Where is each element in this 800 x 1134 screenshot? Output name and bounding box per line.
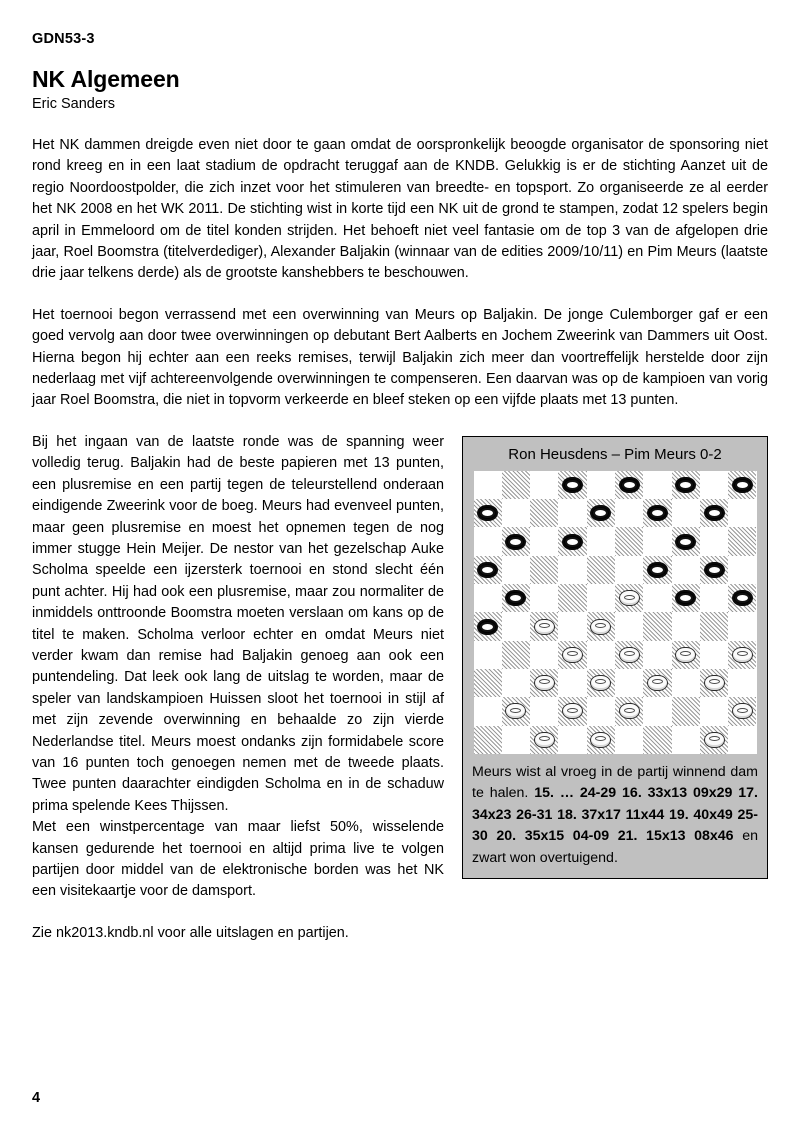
- board-square-dark: [558, 641, 586, 669]
- board-square-dark: [700, 556, 728, 584]
- board-square-light: [530, 471, 558, 499]
- page-content: [32, 30, 768, 944]
- board-square-dark: [672, 697, 700, 725]
- black-piece: [675, 590, 696, 606]
- board-square-dark: [728, 527, 756, 555]
- board-square-dark: [615, 471, 643, 499]
- black-piece: [477, 505, 498, 521]
- board-square-dark: [530, 499, 558, 527]
- board-square-dark: [587, 726, 615, 754]
- white-piece: [732, 647, 753, 663]
- page-number: 4: [32, 1090, 41, 1106]
- board-square-light: [615, 556, 643, 584]
- black-piece: [505, 590, 526, 606]
- black-piece: [590, 505, 611, 521]
- paragraph-1: Het NK dammen dreigde even niet door te gaan omdat de oorspronkelijk beoogde organisator de sponsoring niet rond kreeg en in een laat stadium de opdracht teruggaf aan de KNDB. Gelukkig is er de stichting Aanzet uit de regio Noordoostpolder, die zich inzet voor het stimuleren van breedte- en topsport. Zo organiseerde ze al eerder het NK 2008 en het WK 2011. De stichting wist in korte tijd een NK uit de grond te stampen, zodat 12 spelers begin april in Emmeloord om de titel konden strijden. Het behoeft niet veel fantasie om de top 3 van de afgelopen drie jaar, Roel Boomstra (titelverdediger), Alexander Baljakin (winnaar van de edities 2009/10/11) en Pim Meurs (laatste drie jaar telkens derde) als de grootste kanshebbers te beschouwen.: [32, 137, 768, 282]
- article-author: Eric Sanders: [32, 96, 116, 112]
- diagram-move-notation: 15. … 24-29 16. 33x13 09x29 17. 34x23 26-31 18. 37x17 11x44 19. 40x49 25-30 20. 35x15 04-09 21. 15x13 08x46: [472, 785, 758, 845]
- diagram-note-outro: en zwart won overtuigend.: [472, 828, 758, 866]
- board-square-dark: [700, 669, 728, 697]
- board-square-light: [530, 527, 558, 555]
- white-piece: [534, 619, 555, 635]
- board-square-dark: [558, 697, 586, 725]
- board-square-light: [672, 726, 700, 754]
- board-square-light: [558, 669, 586, 697]
- black-piece: [477, 619, 498, 635]
- board-square-light: [474, 697, 502, 725]
- board-square-light: [615, 726, 643, 754]
- board-square-dark: [728, 697, 756, 725]
- black-piece: [562, 477, 583, 493]
- board-square-light: [587, 697, 615, 725]
- board-square-dark: [530, 726, 558, 754]
- paragraph-4: Met een winstpercentage van maar liefst 50%, wisselende kansen gedurende het toernooi en altijd prima live te volgen partijen door middel van de elektronische borden was het NK een visitekaartje voor de damsport.: [32, 819, 444, 900]
- board-square-light: [502, 669, 530, 697]
- black-piece: [704, 562, 725, 578]
- black-piece: [562, 534, 583, 550]
- board-square-dark: [530, 669, 558, 697]
- board-square-dark: [502, 471, 530, 499]
- board-square-light: [558, 499, 586, 527]
- board-square-dark: [615, 527, 643, 555]
- board-square-light: [474, 471, 502, 499]
- board-square-dark: [558, 471, 586, 499]
- board-square-light: [502, 499, 530, 527]
- black-piece: [732, 477, 753, 493]
- board-square-light: [587, 471, 615, 499]
- board-square-light: [587, 584, 615, 612]
- board-square-light: [700, 527, 728, 555]
- board-square-light: [615, 612, 643, 640]
- board-square-light: [643, 641, 671, 669]
- white-piece: [562, 647, 583, 663]
- board-square-light: [558, 556, 586, 584]
- board-square-dark: [474, 669, 502, 697]
- diagram-note: [463, 760, 767, 879]
- board-square-light: [558, 612, 586, 640]
- black-piece: [647, 562, 668, 578]
- board-square-light: [502, 556, 530, 584]
- board-square-light: [672, 499, 700, 527]
- board-square-dark: [502, 641, 530, 669]
- board-square-light: [672, 612, 700, 640]
- white-piece: [619, 590, 640, 606]
- board-square-light: [474, 584, 502, 612]
- board-square-dark: [643, 726, 671, 754]
- white-piece: [534, 732, 555, 748]
- page-title: NK Algemeen: [32, 66, 180, 92]
- board-square-dark: [672, 471, 700, 499]
- board-square-light: [587, 527, 615, 555]
- board-square-dark: [672, 584, 700, 612]
- black-piece: [619, 477, 640, 493]
- board-square-dark: [474, 499, 502, 527]
- board-square-light: [728, 669, 756, 697]
- board-square-dark: [672, 641, 700, 669]
- board-square-light: [643, 697, 671, 725]
- board-square-light: [474, 527, 502, 555]
- white-piece: [619, 647, 640, 663]
- board-square-dark: [502, 697, 530, 725]
- board-square-dark: [474, 556, 502, 584]
- board-square-light: [643, 527, 671, 555]
- white-piece: [675, 647, 696, 663]
- board-square-light: [530, 584, 558, 612]
- issue-code: GDN53-3: [32, 31, 95, 47]
- draughts-board: [474, 471, 757, 754]
- board-square-light: [700, 584, 728, 612]
- board-square-light: [700, 471, 728, 499]
- board-square-dark: [587, 499, 615, 527]
- board-square-dark: [587, 612, 615, 640]
- board-square-dark: [558, 584, 586, 612]
- white-piece: [505, 703, 526, 719]
- paragraph-3: Bij het ingaan van de laatste ronde was de spanning weer volledig terug. Baljakin had de beste papieren met 13 punten, een plusremise en een partij tegen de teleurstellend onderaan eindigende Zweerink voor de boeg. Meurs had evenveel punten, maar geen plusremise en moest het opnemen tegen de nog immer stugge Hein Meijer. De nestor van het gezelschap Auke Scholma speelde een ijzersterk toernooi en stond slecht één punt achter. Hij had ook een plusremise, maar zou normaliter de inmiddels onttroonde Boomstra moeten verslaan om kans op de titel te maken. Scholma verloor echter en omdat Meurs niet verder kwam dan remise had Baljakin genoeg aan ook een puntendeling. Dat leek ook lang de uitslag te worden, maar de speler van landskampioen Huissen sloot het toernooi in stijl af met zijn zevende overwinning en behaalde zo zijn vierde Nederlandse titel. Meurs moest ondanks zijn formidabele score van 16 punten toch genoegen nemen met de tweede plaats. Twee punten daarachter eindigden Scholma en in de schaduw prima spelende Kees Thijssen.: [32, 433, 444, 814]
- board-square-dark: [700, 499, 728, 527]
- board-square-light: [672, 669, 700, 697]
- board-square-dark: [558, 527, 586, 555]
- board-container: [463, 471, 767, 760]
- white-piece: [704, 732, 725, 748]
- board-square-dark: [474, 612, 502, 640]
- board-square-light: [728, 612, 756, 640]
- paragraph-5: Zie nk2013.kndb.nl voor alle uitslagen en partijen.: [32, 924, 349, 941]
- board-square-light: [502, 726, 530, 754]
- board-square-light: [728, 556, 756, 584]
- board-square-light: [587, 641, 615, 669]
- board-square-dark: [530, 612, 558, 640]
- white-piece: [534, 675, 555, 691]
- board-square-light: [530, 641, 558, 669]
- board-square-dark: [615, 641, 643, 669]
- board-square-dark: [502, 584, 530, 612]
- black-piece: [704, 505, 725, 521]
- board-square-dark: [587, 556, 615, 584]
- board-square-light: [502, 612, 530, 640]
- black-piece: [477, 562, 498, 578]
- board-square-dark: [474, 726, 502, 754]
- board-square-dark: [728, 641, 756, 669]
- white-piece: [590, 675, 611, 691]
- board-square-dark: [728, 584, 756, 612]
- board-square-light: [700, 697, 728, 725]
- diagram-caption: Ron Heusdens – Pim Meurs 0-2: [508, 445, 722, 463]
- board-square-light: [530, 697, 558, 725]
- board-square-light: [643, 584, 671, 612]
- board-square-dark: [643, 612, 671, 640]
- white-piece: [704, 675, 725, 691]
- board-square-dark: [643, 499, 671, 527]
- black-piece: [675, 534, 696, 550]
- board-square-light: [643, 471, 671, 499]
- board-square-dark: [587, 669, 615, 697]
- board-square-dark: [700, 612, 728, 640]
- board-square-dark: [530, 556, 558, 584]
- white-piece: [590, 619, 611, 635]
- board-square-light: [474, 641, 502, 669]
- board-square-dark: [615, 697, 643, 725]
- white-piece: [647, 675, 668, 691]
- board-square-dark: [502, 527, 530, 555]
- white-piece: [732, 703, 753, 719]
- diagram-note-intro: Meurs wist al vroeg in de partij winnend dam te halen.: [472, 763, 758, 802]
- black-piece: [647, 505, 668, 521]
- board-square-dark: [615, 584, 643, 612]
- board-square-light: [672, 556, 700, 584]
- board-square-dark: [728, 471, 756, 499]
- board-square-light: [558, 726, 586, 754]
- paragraph-2: Het toernooi begon verrassend met een overwinning van Meurs op Baljakin. De jonge Culemborger gaf er een goed vervolg aan door twee overwinningen op debutant Bert Aalberts en Jochem Zweerink van Dammers uit Oost. Hierna begon hij echter aan een reeks remises, terwijl Baljakin zich meer dan voortreffelijk herstelde door zijn nederlaag met vijf achtereenvolgende overwinningen te compenseren. Een daarvan was op de kampioen van vorig jaar Roel Boomstra, die niet in topvorm verkeerde en bleef steken op een vijfde plaats met 13 punten.: [32, 306, 768, 409]
- black-piece: [732, 590, 753, 606]
- diagram-panel: [462, 436, 768, 880]
- white-piece: [590, 732, 611, 748]
- board-square-dark: [643, 669, 671, 697]
- board-square-dark: [643, 556, 671, 584]
- board-square-light: [728, 726, 756, 754]
- black-piece: [505, 534, 526, 550]
- board-square-dark: [700, 726, 728, 754]
- board-square-light: [615, 669, 643, 697]
- board-square-light: [615, 499, 643, 527]
- board-square-dark: [672, 527, 700, 555]
- black-piece: [675, 477, 696, 493]
- board-square-light: [728, 499, 756, 527]
- white-piece: [619, 703, 640, 719]
- white-piece: [562, 703, 583, 719]
- board-square-light: [700, 641, 728, 669]
